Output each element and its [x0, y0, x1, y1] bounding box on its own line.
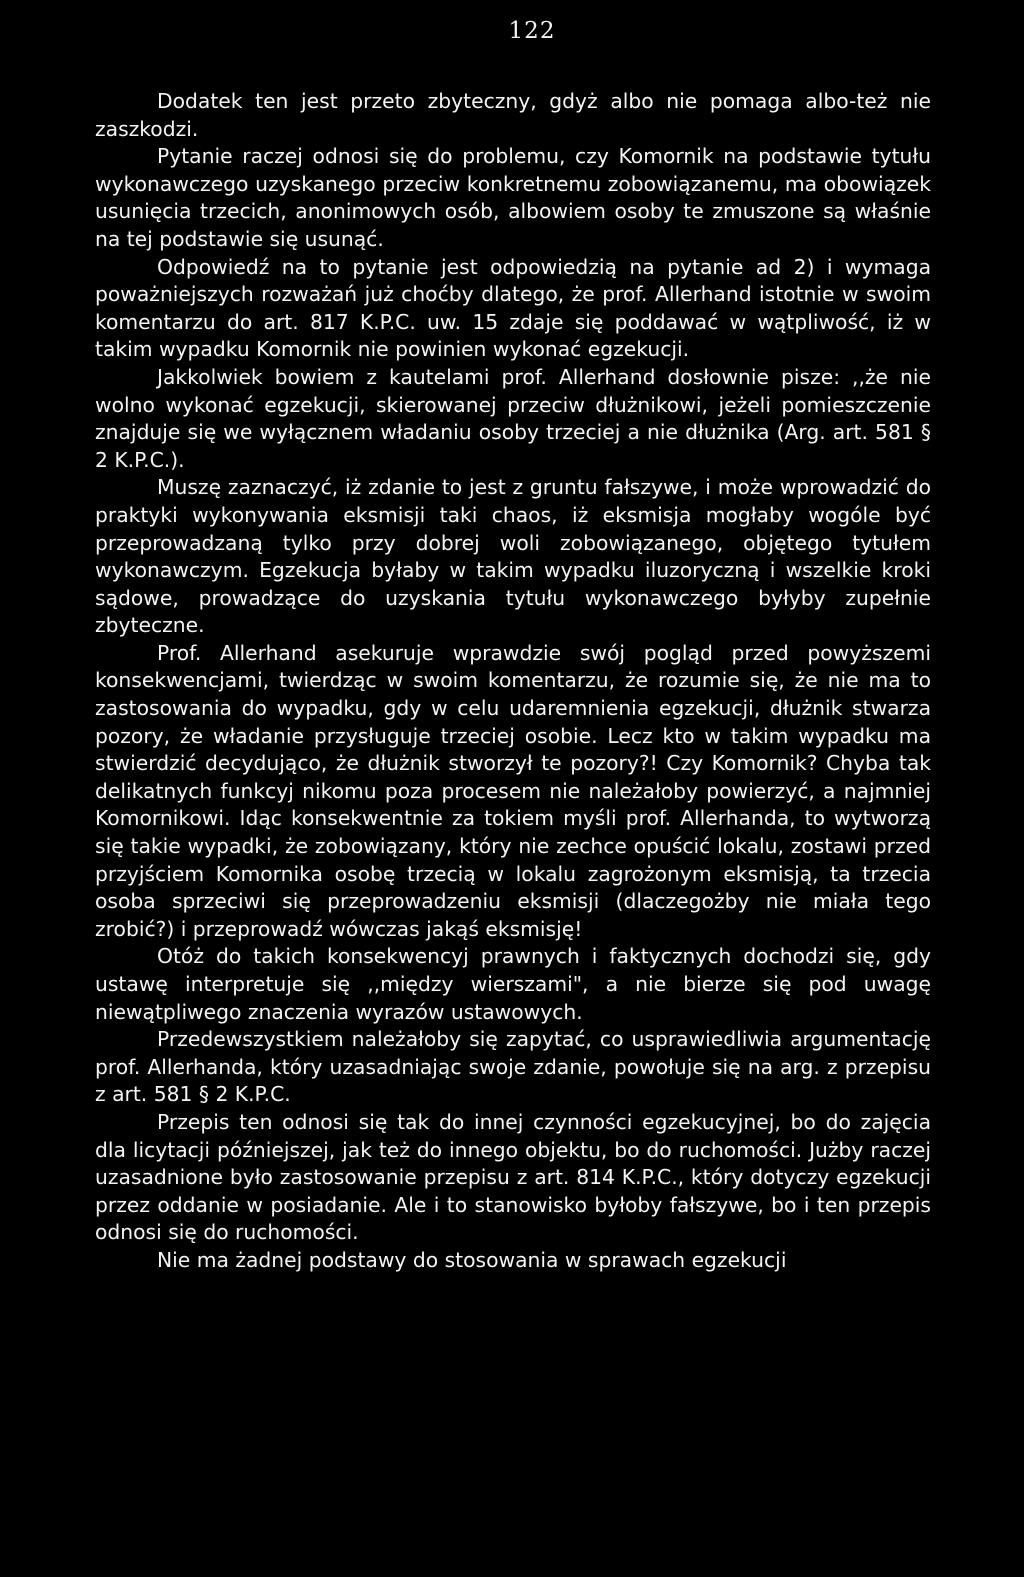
paragraph: Otóż do takich konsekwencyj prawnych i faktycznych dochodzi się, gdy ustawę interpretuje się ,,między wierszami", a nie bierze się pod uwagę niewątpliwego znaczenia wyrazów ustawowych. [95, 944, 931, 1024]
paragraph: Przedewszystkiem należałoby się zapytać, co usprawiedliwia argumentację prof. Allerhanda, który uzasadniając swoje zdanie, powołuje się na arg. z przepisu z art. 581 § 2 K.P.C. [95, 1027, 931, 1107]
page-number: 122 [508, 18, 556, 44]
paragraph: Dodatek ten jest przeto zbyteczny, gdyż albo nie pomaga albo-też nie zaszkodzi. [95, 89, 931, 141]
body-text [95, 88, 931, 1275]
paragraph: Pytanie raczej odnosi się do problemu, czy Komornik na podstawie tytułu wykonawczego uzyskanego przeciw konkretnemu zobowiązanemu, ma obowiązek usunięcia trzecich, anonimowych osób, albowiem osoby te zmuszone są właśnie na tej podstawie się usunąć. [95, 144, 931, 251]
paragraph: Muszę zaznaczyć, iż zdanie to jest z gruntu fałszywe, i może wprowadzić do praktyki wykonywania eksmisji taki chaos, iż eksmisja mogłaby wogóle być przeprowadzaną tylko przy dobrej woli zobowiązanego, objętego tytułem wykonawczym. Egzekucja byłaby w takim wypadku iluzoryczną i wszelkie kroki sądowe, prowadzące do uzyskania tytułu wykonawczego byłyby zupełnie zbyteczne. [95, 475, 931, 638]
paragraph: Nie ma żadnej podstawy do stosowania w sprawach egzekucji [157, 1247, 787, 1272]
paragraph: Odpowiedź na to pytanie jest odpowiedzią na pytanie ad 2) i wymaga poważniejszych rozważań już choćby dlatego, że prof. Allerhand istotnie w swoim komentarzu do art. 817 K.P.C. uw. 15 zdaje się poddawać w wątpliwość, iż w takim wypadku Komornik nie powinien wykonać egzekucji. [95, 254, 931, 362]
paragraph: Jakkolwiek bowiem z kautelami prof. Allerhand dosłownie pisze: ,,że nie wolno wykonać egzekucji, skierowanej przeciw dłużnikowi, jeżeli pomieszczenie znajduje się we wyłącznem władaniu osoby trzeciej a nie dłużnika (Arg. art. 581 § 2 K.P.C.). [95, 364, 931, 472]
paragraph: Przepis ten odnosi się tak do innej czynności egzekucyjnej, bo do zajęcia dla licytacji późniejszej, jak też do innego objektu, bo do ruchomości. Jużby raczej uzasadnione było zastosowanie przepisu z art. 814 K.P.C., który dotyczy egzekucji przez oddanie w posiadanie. Ale i to stanowisko byłoby fałszywe, bo i ten przepis odnosi się do ruchomości. [95, 1109, 931, 1245]
paragraph: Prof. Allerhand asekuruje wprawdzie swój pogląd przed powyższemi konsekwencjami, twierdząc w swoim komentarzu, że rozumie się, że nie ma to zastosowania do wypadku, gdy w celu udaremnienia egzekucji, dłużnik stwarza pozory, że władanie przysługuje trzeciej osobie. Lecz kto w takim wypadku ma stwierdzić decydująco, że dłużnik stworzył te pozory?! Czy Komornik? Chyba tak delikatnych funkcyj nikomu poza procesem nie należałoby powierzyć, a najmniej Komornikowi. Idąc konsekwentnie za tokiem myśli prof. Allerhanda, to wytworzą się takie wypadki, że zobowiązany, który nie zechce opuścić lokalu, zostawi przed przyjściem Komornika osobę trzecią w lokalu zagrożonym eksmisją, ta trzecia osoba sprzeciwi się przeprowadzeniu eksmisji (dlaczegożby nie miała tego zrobić?) i przeprowadź wówczas jakąś eksmisję! [95, 640, 931, 941]
